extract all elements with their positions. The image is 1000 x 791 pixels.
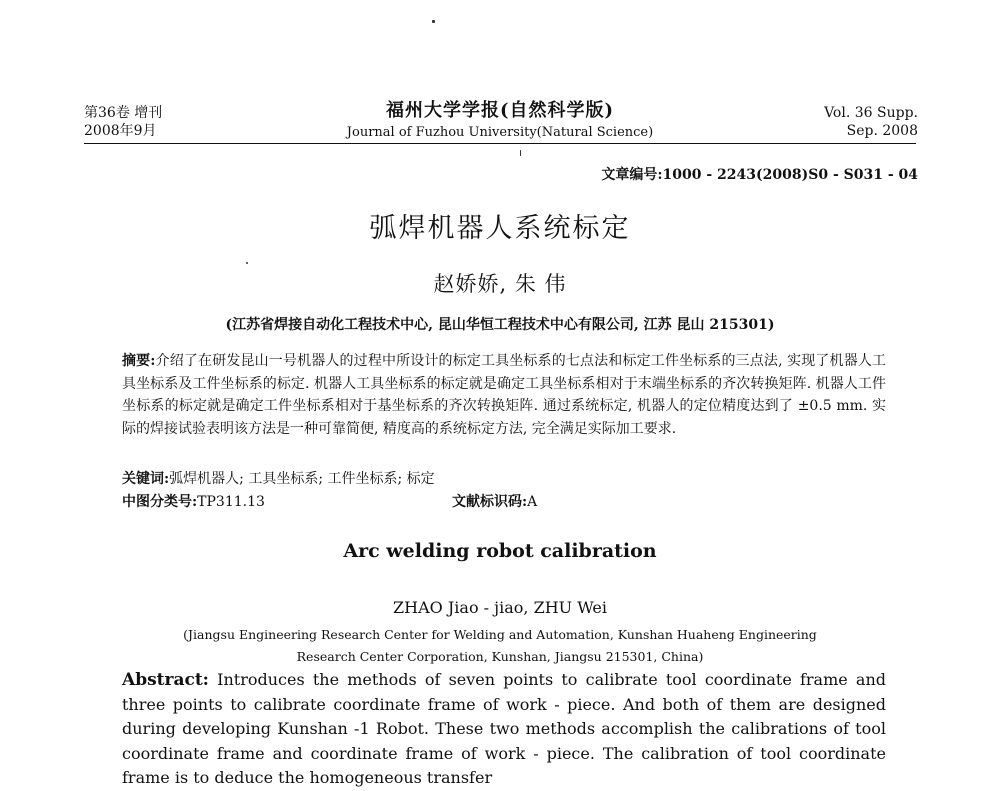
keywords-cn (122, 468, 435, 490)
header-right (824, 104, 918, 140)
document-code-value: A (527, 494, 538, 510)
scan-speck (246, 262, 248, 264)
date-cn: 2008年9月 (84, 123, 157, 139)
document-code-label: 文献标识码: (452, 494, 528, 510)
abstract-en-label: Abstract: (122, 670, 209, 690)
affiliation-en-line1: (Jiangsu Engineering Research Center for Welding and Automation, Kunshan Huaheng Engineering (183, 627, 817, 642)
affiliation-cn: (江苏省焊接自动化工程技术中心, 昆山华恒工程技术中心有限公司, 江苏 昆山 215301) (225, 317, 775, 333)
scan-speck (520, 150, 521, 156)
keywords-cn-label: 关键词: (122, 471, 170, 487)
affiliation-en-line2: Research Center Corporation, Kunshan, Jiangsu 215301, China) (296, 649, 704, 664)
keywords-cn-text: 弧焊机器人; 工具坐标系; 工件坐标系; 标定 (169, 471, 435, 487)
header-center (300, 100, 700, 142)
header-rule (84, 143, 916, 144)
document-code (452, 491, 537, 513)
volume-en: Vol. 36 Supp. (824, 105, 918, 121)
article-number: 文章编号:1000 - 2243(2008)S0 - S031 - 04 (601, 167, 918, 183)
abstract-cn (122, 350, 886, 440)
abstract-cn-label: 摘要: (122, 353, 156, 369)
authors-cn: 赵娇娇, 朱 伟 (433, 272, 567, 296)
page-title-cn: 弧焊机器人系统标定 (369, 213, 631, 244)
affiliation-en (0, 624, 1000, 668)
classification-value: TP311.13 (197, 494, 265, 510)
classification-number (122, 491, 265, 513)
classification-label: 中图分类号: (122, 494, 198, 510)
abstract-en-text: Introduces the methods of seven points to calibrate tool coordinate frame and three points to calibrate coordinate frame of work - piece. And both of them are designed during developing Kunshan -1 Robot. These two methods accomplish the calibrations of tool coordinate frame and coordinate frame of work - piece. The calibration of tool coordinate frame is to deduce the homogeneous transfer (122, 670, 886, 787)
abstract-cn-text: 介绍了在研发昆山一号机器人的过程中所设计的标定工具坐标系的七点法和标定工件坐标系的三点法, 实现了机器人工具坐标系及工件坐标系的标定. 机器人工具坐标系的标定就是确定工具坐标系相对于末端坐标系的齐次转换矩阵. 机器人工件坐标系的标定就是确定工件坐标系相对于基坐标系的齐次转换矩阵. 通过系统标定, 机器人的定位精度达到了 ±0.5 mm. 实际的焊接试验表明该方法是一种可靠简便, 精度高的系统标定方法, 完全满足实际加工要求. (122, 353, 886, 437)
header-left (84, 104, 162, 140)
scan-speck (432, 20, 435, 23)
page-title-en: Arc welding robot calibration (343, 540, 657, 562)
volume-cn: 第36卷 增刊 (84, 105, 163, 121)
journal-title-en: Journal of Fuzhou University(Natural Science) (346, 125, 654, 140)
date-en: Sep. 2008 (846, 123, 918, 139)
abstract-en (122, 668, 886, 791)
authors-en: ZHAO Jiao - jiao, ZHU Wei (393, 598, 607, 617)
journal-title-cn: 福州大学学报(自然科学版) (385, 100, 615, 121)
